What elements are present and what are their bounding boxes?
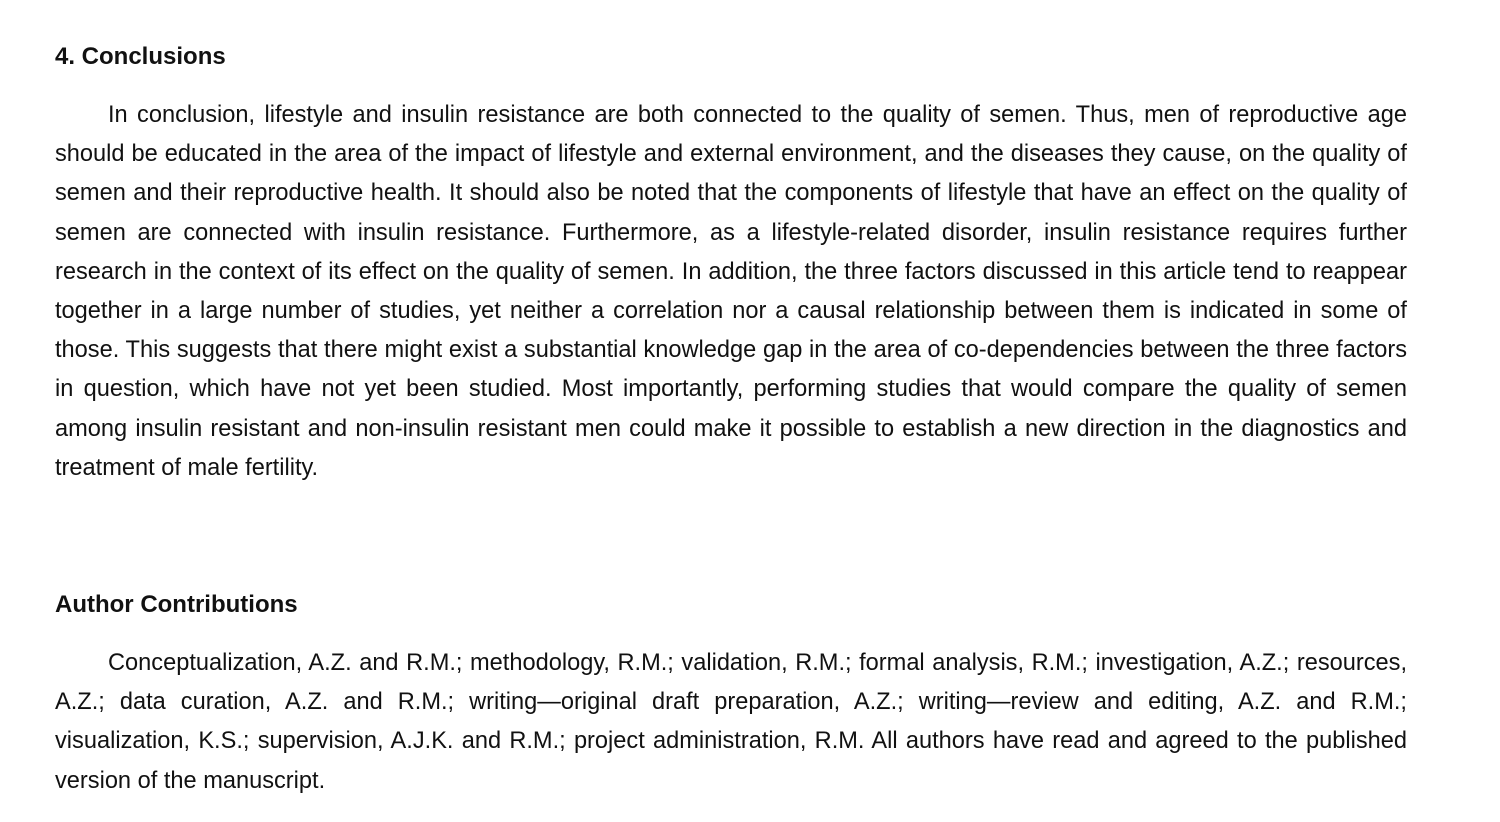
conclusions-paragraph: In conclusion, lifestyle and insulin resistance are both connected to the quality of semen. Thus, men of reproductive age should be educated in the area of the impact of lifestyle and external environment, and the diseases they cause, on the quality of semen and their reproductive health. It should also be noted that the components of lifestyle that have an effect on the quality of semen are connected with insulin resistance. Furthermore, as a lifestyle-related disorder, insulin resistance requires further research in the context of its effect on the quality of semen. In addition, the three factors discussed in this article tend to reappear together in a large number of studies, yet neither a correlation nor a causal relationship between them is indicated in some of those. This suggests that there might exist a substantial knowledge gap in the area of co-dependencies between the three factors in question, which have not yet been studied. Most importantly, performing studies that would compare the quality of semen among insulin resistant and non-insulin resistant men could make it possible to establish a new direction in the diagnostics and treatment of male fertility. — [55, 102, 1407, 481]
section-heading-author-contributions: Author Contributions — [55, 591, 298, 618]
author-contributions-paragraph: Conceptualization, A.Z. and R.M.; methodology, R.M.; validation, R.M.; formal analysis, R.M.; investigation, A.Z.; resources, A.Z.; data curation, A.Z. and R.M.; writing—original draft preparation, A.Z.; writing—review and editing, A.Z. and R.M.; visualization, K.S.; supervision, A.J.K. and R.M.; project administration, R.M. All authors have read and agreed to the published version of the manuscript. — [55, 650, 1407, 794]
section-heading-conclusions: 4. Conclusions — [55, 43, 226, 70]
